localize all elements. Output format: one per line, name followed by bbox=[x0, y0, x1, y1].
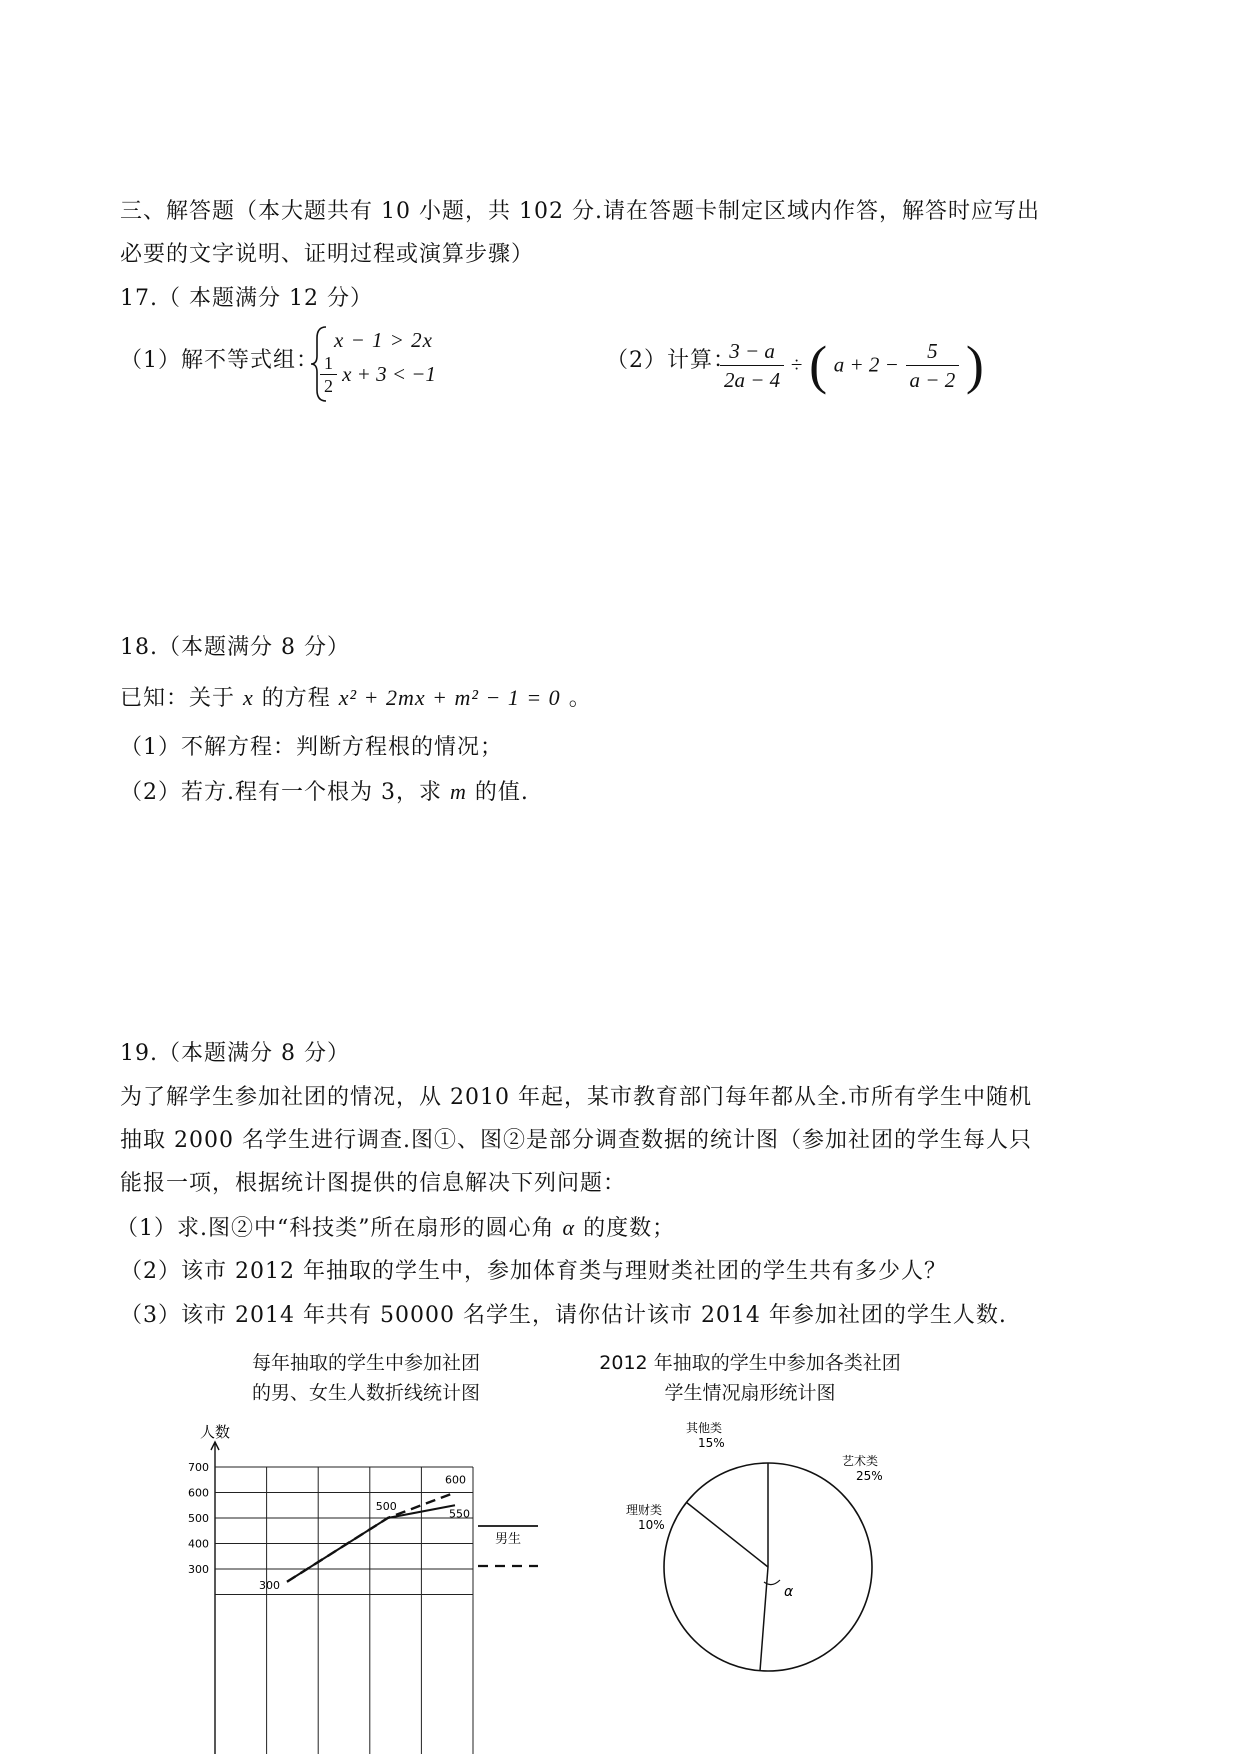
line-chart-title bbox=[216, 1348, 516, 1408]
ineq2-numerator: 1 bbox=[320, 352, 337, 375]
q18-part1: （1）不解方程：判断方程根的情况； bbox=[120, 735, 503, 760]
q18-title: 18.（本题满分 8 分） bbox=[120, 635, 350, 660]
given-end: 。 bbox=[568, 686, 592, 711]
pie-divider-left bbox=[686, 1502, 768, 1567]
pie-chart bbox=[600, 1412, 940, 1754]
q19-body-line3: 能报一项，根据统计图提供的信息解决下列问题： bbox=[120, 1171, 627, 1196]
data-label: 550 bbox=[449, 1507, 470, 1521]
section-header-line2: 必要的文字说明、证明过程或演算步骤） bbox=[120, 242, 535, 267]
fraction-2-num: 5 bbox=[906, 337, 960, 366]
part1-suffix: 的度数； bbox=[583, 1216, 676, 1241]
y-tick-label: 300 bbox=[188, 1563, 209, 1576]
given-middle: 的方程 bbox=[261, 686, 331, 711]
paren-left: ( bbox=[809, 335, 828, 395]
y-tick-label: 400 bbox=[188, 1537, 209, 1551]
paren-right: ) bbox=[965, 335, 984, 395]
given-variable: x bbox=[243, 685, 254, 710]
fraction-1-den: 2a − 4 bbox=[724, 367, 781, 392]
section-header-line1: 三、解答题（本大题共有 10 小题，共 102 分.请在答题卡制定区域内作答，解答时应写出 bbox=[120, 199, 1040, 224]
y-tick-label: 500 bbox=[188, 1512, 209, 1525]
q17-part2-label: （2）计算： bbox=[606, 348, 736, 373]
q17-ineq1: x − 1 > 2x bbox=[334, 328, 433, 352]
divide-sign: ÷ bbox=[790, 352, 803, 377]
part1-prefix: （1）求.图②中“科技类”所在扇形的圆心角 bbox=[116, 1216, 555, 1241]
line-chart-ticks bbox=[188, 1461, 209, 1576]
line-chart-title-line2: 的男、女生人数折线统计图 bbox=[251, 1382, 480, 1404]
q19-part2: （2）该市 2012 年抽取的学生中，参加体育类与理财类社团的学生共有多少人？ bbox=[120, 1259, 947, 1284]
q18-given bbox=[120, 683, 592, 714]
line-chart-title-line1: 每年抽取的学生中参加社团 bbox=[251, 1352, 480, 1374]
y-tick-label: 700 bbox=[188, 1461, 209, 1474]
line-chart-series bbox=[287, 1493, 455, 1582]
q18-part2 bbox=[120, 777, 529, 808]
ineq2-denominator: 2 bbox=[324, 376, 333, 396]
part2-suffix: 的值. bbox=[474, 780, 529, 805]
part2-prefix: （2）若方.程有一个根为 3，求 bbox=[120, 780, 442, 805]
q19-title: 19.（本题满分 8 分） bbox=[120, 1041, 350, 1066]
fraction-2 bbox=[906, 337, 960, 394]
q17-ineq2 bbox=[320, 352, 436, 397]
ineq2-rest: x + 3 < −1 bbox=[342, 362, 436, 386]
data-label: 500 bbox=[375, 1500, 397, 1513]
fraction-1-num: 3 − a bbox=[720, 337, 784, 366]
part1-alpha: α bbox=[562, 1215, 576, 1240]
pie-label-art: 艺术类 bbox=[842, 1454, 879, 1468]
q19-body-line1: 为了解学生参加社团的情况，从 2010 年起，某市教育部门每年都从全.市所有学生中随机 bbox=[120, 1085, 1032, 1110]
pie-pct-finance: 10% bbox=[638, 1518, 665, 1532]
pie-chart-title bbox=[580, 1348, 920, 1408]
pie-label-other: 其他类 bbox=[686, 1421, 723, 1435]
angle-alpha-label: α bbox=[784, 1584, 794, 1600]
series-line-dashed bbox=[287, 1493, 455, 1582]
pie-chart-title-line1: 2012 年抽取的学生中参加各类社团 bbox=[599, 1352, 901, 1374]
pie-pct-art: 25% bbox=[856, 1469, 883, 1483]
q19-part3: （3）该市 2014 年共有 50000 名学生，请你估计该市 2014 年参加社团的学生人数. bbox=[120, 1303, 1007, 1328]
given-prefix: 已知：关于 bbox=[120, 686, 236, 711]
line-chart bbox=[160, 1412, 560, 1754]
q17-ineq2-fraction bbox=[320, 352, 337, 397]
q19-part1 bbox=[116, 1213, 675, 1244]
q17-part1-label: （1）解不等式组： bbox=[120, 348, 319, 373]
y-tick-label: 600 bbox=[188, 1486, 209, 1500]
given-equation: x² + 2mx + m² − 1 = 0 bbox=[338, 685, 561, 710]
pie-label-finance: 理财类 bbox=[626, 1503, 663, 1517]
q19-body-line2: 抽取 2000 名学生进行调查.图①、图②是部分调查数据的统计图（参加社团的学生每人只 bbox=[120, 1128, 1032, 1153]
pie-chart-title-line2: 学生情况扇形统计图 bbox=[664, 1382, 836, 1404]
legend-label-male: 男生 bbox=[495, 1532, 522, 1547]
line-chart-ylabel: 人数 bbox=[200, 1423, 231, 1441]
q17-expression bbox=[720, 334, 984, 396]
q17-title: 17.（ 本题满分 12 分） bbox=[120, 286, 373, 311]
fraction-2-den: a − 2 bbox=[909, 367, 956, 392]
expr-middle: a + 2 − bbox=[833, 352, 899, 377]
data-label: 300 bbox=[259, 1579, 280, 1592]
part2-variable: m bbox=[449, 779, 467, 804]
data-label: 600 bbox=[445, 1473, 466, 1487]
pie-pct-other: 15% bbox=[698, 1436, 725, 1450]
fraction-1 bbox=[720, 337, 784, 394]
